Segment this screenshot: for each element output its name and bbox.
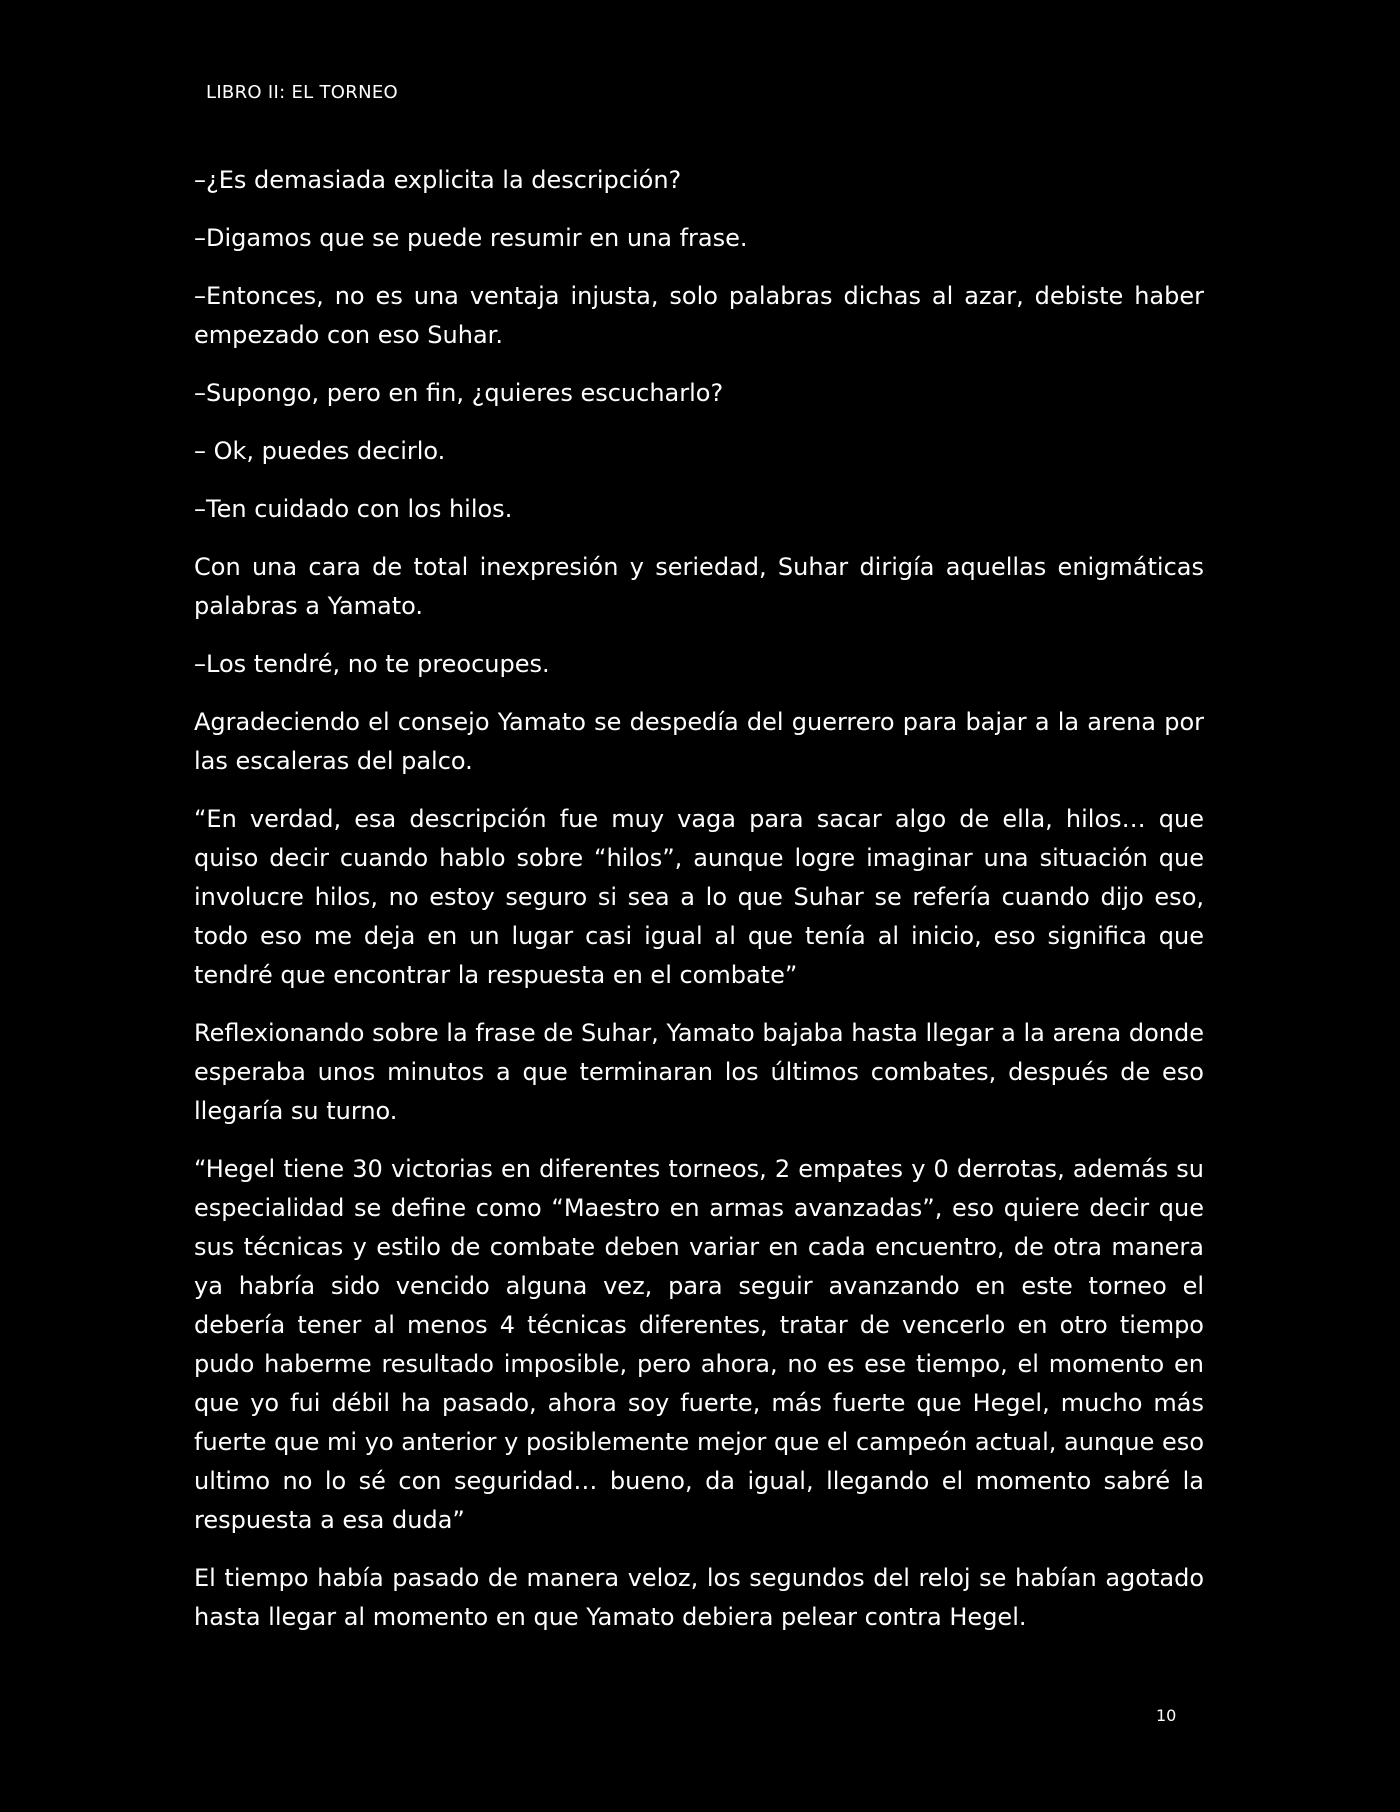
- page-number: 10: [1156, 1706, 1177, 1725]
- paragraph: –Entonces, no es una ventaja injusta, solo palabras dichas al azar, debiste haber empezado con eso Suhar.: [194, 282, 1204, 349]
- running-header: LIBRO II: EL TORNEO: [206, 82, 398, 103]
- paragraph: –Los tendré, no te preocupes.: [194, 650, 550, 678]
- paragraph: Agradeciendo el consejo Yamato se despedía del guerrero para bajar a la arena por las escaleras del palco.: [194, 708, 1204, 775]
- paragraph: El tiempo había pasado de manera veloz, los segundos del reloj se habían agotado hasta llegar al momento en que Yamato debiera pelear contra Hegel.: [194, 1564, 1204, 1631]
- paragraph: Con una cara de total inexpresión y seriedad, Suhar dirigía aquellas enigmáticas palabras a Yamato.: [194, 553, 1204, 620]
- paragraph: –¿Es demasiada explicita la descripción?: [194, 166, 682, 194]
- paragraph: –Digamos que se puede resumir en una frase.: [194, 224, 748, 252]
- body-text: [194, 161, 1204, 1656]
- paragraph: –Supongo, pero en fin, ¿quieres escucharlo?: [194, 379, 724, 407]
- paragraph: –Ten cuidado con los hilos.: [194, 495, 513, 523]
- paragraph: Reflexionando sobre la frase de Suhar, Yamato bajaba hasta llegar a la arena donde esperaba unos minutos a que terminaran los últimos combates, después de eso llegaría su turno.: [194, 1019, 1204, 1125]
- paragraph: “En verdad, esa descripción fue muy vaga para sacar algo de ella, hilos… que quiso decir cuando hablo sobre “hilos”, aunque logre imaginar una situación que involucre hilos, no estoy seguro si sea a lo que Suhar se refería cuando dijo eso, todo eso me deja en un lugar casi igual al que tenía al inicio, eso significa que tendré que encontrar la respuesta en el combate”: [194, 805, 1204, 989]
- paragraph: “Hegel tiene 30 victorias en diferentes torneos, 2 empates y 0 derrotas, además su especialidad se define como “Maestro en armas avanzadas”, eso quiere decir que sus técnicas y estilo de combate deben variar en cada encuentro, de otra manera ya habría sido vencido alguna vez, para seguir avanzando en este torneo el debería tener al menos 4 técnicas diferentes, tratar de vencerlo en otro tiempo pudo haberme resultado imposible, pero ahora, no es ese tiempo, el momento en que yo fui débil ha pasado, ahora soy fuerte, más fuerte que Hegel, mucho más fuerte que mi yo anterior y posiblemente mejor que el campeón actual, aunque eso ultimo no lo sé con seguridad… bueno, da igual, llegando el momento sabré la respuesta a esa duda”: [194, 1155, 1204, 1534]
- paragraph: – Ok, puedes decirlo.: [194, 437, 446, 465]
